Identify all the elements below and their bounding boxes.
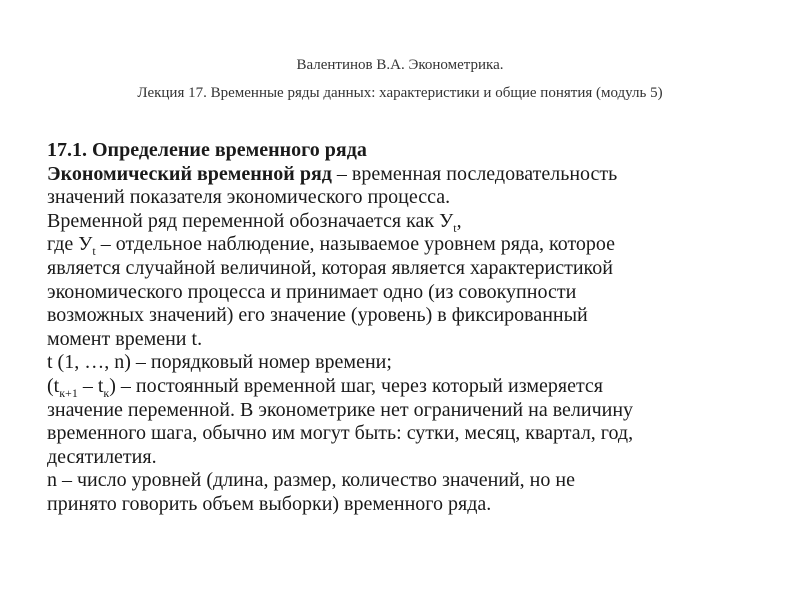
- step-open: (t: [47, 374, 60, 397]
- text-line-3: значений показателя экономического процесса.: [47, 186, 451, 209]
- definition-line: [47, 163, 767, 187]
- slide-content: [47, 139, 767, 517]
- text-line-4: [47, 210, 767, 234]
- text-line-7: экономического процесса и принимает одно (из совокупности: [47, 280, 577, 303]
- notation-subscript: t: [453, 220, 457, 235]
- text-line-10: t (1, …, n) – порядковый номер времени;: [47, 351, 392, 374]
- definition-term: Экономический временной ряд: [47, 162, 332, 185]
- step-subscript-next: к+1: [59, 385, 78, 400]
- section-title: 17.1. Определение временного ряда: [47, 139, 367, 161]
- observation-text: – отдельное наблюдение, называемое уровнем ряда, которое: [95, 233, 616, 256]
- step-subscript-current: к: [103, 385, 110, 400]
- text-line-6: является случайной величиной, которая является характеристикой: [47, 256, 613, 279]
- text-line-14: десятилетия.: [47, 445, 157, 468]
- step-minus: – t: [77, 374, 104, 397]
- observation-subscript: t: [92, 244, 96, 259]
- text-line-8: возможных значений) его значение (уровень) в фиксированный: [47, 304, 588, 327]
- notation-comma: ,: [456, 209, 462, 232]
- step-text: ) – постоянный временной шаг, через который измеряется: [109, 374, 604, 397]
- text-line-16: принято говорить объем выборки) временного ряда.: [47, 492, 492, 515]
- text-line-5: [47, 233, 767, 257]
- definition-text: – временная последовательность: [331, 162, 618, 185]
- observation-prefix: где У: [47, 233, 93, 256]
- text-line-15: n – число уровней (длина, размер, количество значений, но не: [47, 469, 575, 492]
- text-line-13: временного шага, обычно им могут быть: сутки, месяц, квартал, год,: [47, 422, 634, 445]
- text-line-9: момент времени t.: [47, 327, 203, 350]
- header-lecture-title: Лекция 17. Временные ряды данных: характеристики и общие понятия (модуль 5): [137, 85, 663, 101]
- text-line-12: значение переменной. В эконометрике нет ограничений на величину: [47, 398, 634, 421]
- text-line-11: [47, 375, 767, 399]
- header-author-title: Валентинов В.А. Эконометрика.: [296, 57, 504, 73]
- notation-text: Временной ряд переменной обозначается как У: [47, 209, 454, 232]
